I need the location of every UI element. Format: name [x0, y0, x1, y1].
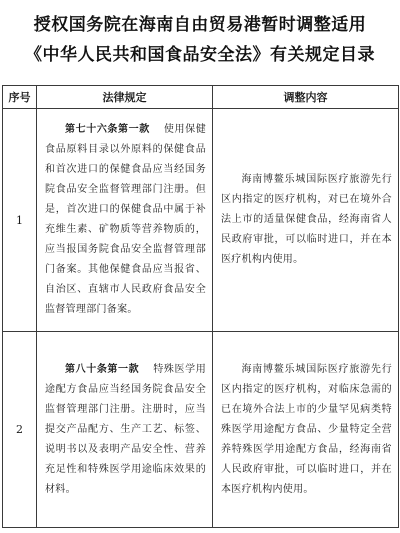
- row-number: 2: [3, 332, 37, 528]
- header-law-provision: 法律规定: [37, 86, 213, 109]
- table-header-row: [3, 86, 399, 109]
- table-row: [3, 332, 399, 528]
- adjustment-text: 海南博鳌乐城国际医疗旅游先行区内指定的医疗机构，对临床急需的已在境外合法上市的少量罕见病类特殊医学用途配方食品、少量特定全营养特殊医学用途配方食品，经海南省人民政府审批，可以临时进口，并在本医疗机构内使用。: [221, 363, 392, 495]
- law-provision-text: 特殊医学用途配方食品应当经国务院食品安全监督管理部门注册。注册时，应当提交产品配方、生产工艺、标签、说明书以及表明产品安全性、营养充足性和特殊医学用途临床效果的材料。: [45, 363, 206, 495]
- table-row: [3, 109, 399, 332]
- law-provision-text: 使用保健食品原料目录以外原料的保健食品和首次进口的保健食品应当经国务院食品安全监督管理部门注册。但是，首次进口的保健食品中属于补充维生素、矿物质等营养物质的，应当报国务院食品安全监督管理部门备案。其他保健食品应当报省、自治区、直辖市人民政府食品安全监督管理部门备案。: [45, 124, 206, 315]
- adjustment-cell: [213, 332, 399, 528]
- adjustment-text: 海南博鳌乐城国际医疗旅游先行区内指定的医疗机构，对已在境外合法上市的适量保健食品，经海南省人民政府审批，可以临时进口，并在本医疗机构内使用。: [221, 174, 392, 265]
- row-number: 1: [3, 109, 37, 332]
- article-label: 第七十六条第一款: [65, 124, 150, 135]
- title-line-1: 授权国务院在海南自由贸易港暂时调整适用: [33, 15, 367, 35]
- title-line-2: 《中华人民共和国食品安全法》有关规定目录: [25, 45, 375, 65]
- regulation-table: [2, 85, 399, 528]
- adjustment-cell: [213, 109, 399, 332]
- document-title: [0, 10, 400, 70]
- law-provision-cell: [37, 332, 213, 528]
- header-number: 序号: [3, 86, 37, 109]
- header-adjustment: 调整内容: [213, 86, 399, 109]
- law-provision-cell: [37, 109, 213, 332]
- article-label: 第八十条第一款: [65, 363, 140, 375]
